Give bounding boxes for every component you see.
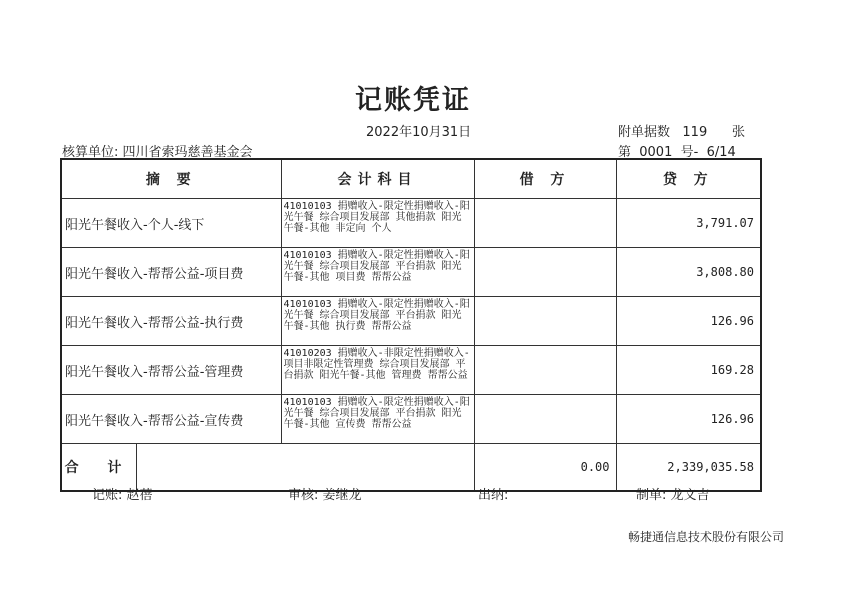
row-summary: 阳光午餐收入-个人-线下	[61, 199, 281, 248]
row-summary: 阳光午餐收入-帮帮公益-宣传费	[61, 395, 281, 444]
table-row	[61, 297, 761, 346]
row-credit: 126.96	[616, 297, 761, 346]
row-subject: 41010203 捐赠收入-非限定性捐赠收入-项目非限定性管理费 综合项目发展部 平台捐款 阳光午餐-其他 管理费 帮帮公益	[281, 346, 474, 395]
row-credit: 3,808.80	[616, 248, 761, 297]
row-subject: 41010103 捐赠收入-限定性捐赠收入-阳光午餐 综合项目发展部 其他捐款 阳光午餐-其他 非定向 个人	[281, 199, 474, 248]
header-subject: 会计科目	[281, 159, 474, 199]
table-row	[61, 199, 761, 248]
table-row	[61, 248, 761, 297]
row-summary: 阳光午餐收入-帮帮公益-管理费	[61, 346, 281, 395]
row-subject: 41010103 捐赠收入-限定性捐赠收入-阳光午餐 综合项目发展部 平台捐款 阳光午餐-其他 宣传费 帮帮公益	[281, 395, 474, 444]
total-label: 合 计	[62, 444, 137, 490]
voucher-number: 第 0001 号- 6/14	[618, 145, 736, 160]
attachment-count: 附单据数 119 张	[618, 125, 746, 140]
row-debit	[474, 297, 616, 346]
preparer: 制单: 龙文吉	[636, 488, 710, 503]
header-credit: 贷 方	[616, 159, 761, 199]
accounting-unit: 核算单位: 四川省索玛慈善基金会	[62, 145, 253, 160]
header-debit: 借 方	[474, 159, 616, 199]
voucher-table	[60, 158, 762, 492]
total-debit: 0.00	[474, 444, 616, 492]
row-credit: 126.96	[616, 395, 761, 444]
company-name: 畅捷通信息技术股份有限公司	[628, 530, 785, 544]
voucher-title: 记账凭证	[355, 85, 471, 116]
row-debit	[474, 395, 616, 444]
row-summary: 阳光午餐收入-帮帮公益-执行费	[61, 297, 281, 346]
row-debit	[474, 346, 616, 395]
table-row	[61, 346, 761, 395]
row-subject: 41010103 捐赠收入-限定性捐赠收入-阳光午餐 综合项目发展部 平台捐款 阳光午餐-其他 执行费 帮帮公益	[281, 297, 474, 346]
cashier: 出纳:	[478, 488, 509, 503]
row-summary: 阳光午餐收入-帮帮公益-项目费	[61, 248, 281, 297]
reviewer: 审核: 姜继龙	[288, 488, 362, 503]
bookkeeper: 记账: 赵蓓	[92, 488, 153, 503]
row-debit	[474, 199, 616, 248]
header-summary: 摘 要	[61, 159, 281, 199]
table-row	[61, 395, 761, 444]
row-subject: 41010103 捐赠收入-限定性捐赠收入-阳光午餐 综合项目发展部 平台捐款 阳光午餐-其他 项目费 帮帮公益	[281, 248, 474, 297]
total-credit: 2,339,035.58	[616, 444, 761, 492]
row-credit: 169.28	[616, 346, 761, 395]
voucher-date: 2022年10月31日	[366, 125, 472, 140]
table-header-row	[61, 159, 761, 199]
row-credit: 3,791.07	[616, 199, 761, 248]
row-debit	[474, 248, 616, 297]
